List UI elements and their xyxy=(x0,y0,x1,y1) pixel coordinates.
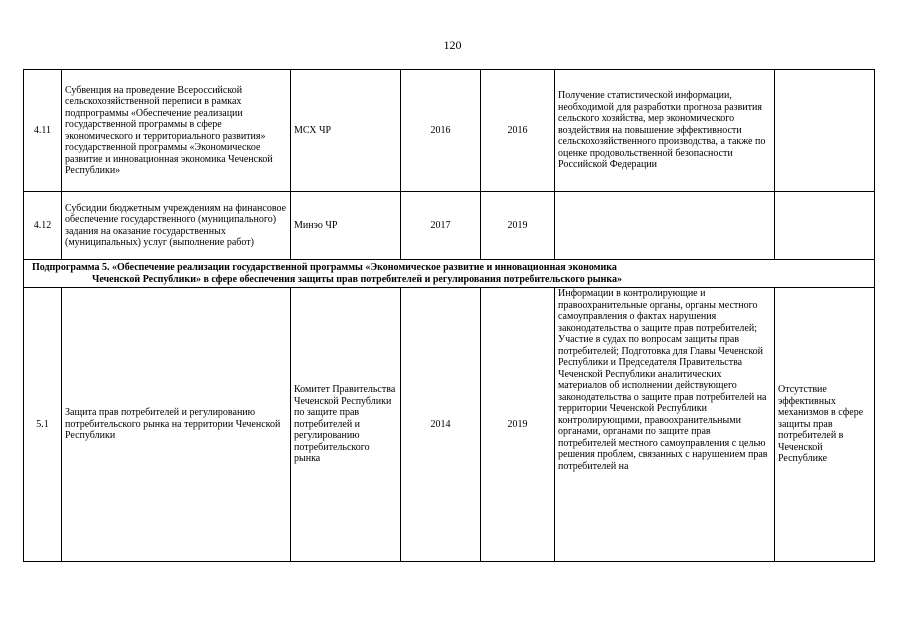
activity-end-year: 2019 xyxy=(481,288,555,562)
activity-expected-result: Информации в контролирующие и правоохранительные органы, органы местного самоуправления о фактах нарушения законодательства о защите прав потребителей; Участие в судах по вопросам защиты прав потребителей; Подготовка для Главы Чеченской Республики и Председателя Правительства Чеченской Республики аналитических материалов об исполнении действующего законодательства о защите прав потребителей на территории Чеченской Республики контролирующими, правоохранительными органами, органами по защите прав потребителей местного самоуправления с целью решения проблем, связанных с нарушением прав потребителей на xyxy=(555,288,775,562)
subprogram-heading-row xyxy=(24,260,875,288)
subprogram-heading-line2: Чеченской Республики» в сфере обеспечения защиты прав потребителей и регулирования потребительского рынка» xyxy=(92,273,622,285)
activity-number: 5.1 xyxy=(24,288,62,562)
activity-expected-result xyxy=(555,192,775,260)
page-number: 120 xyxy=(443,38,462,52)
activity-start-year: 2017 xyxy=(401,192,481,260)
activity-consequence: Отсутствие эффективных механизмов в сфере защиты прав потребителей в Чеченской Республике xyxy=(775,288,875,562)
activity-executor: Минэо ЧР xyxy=(291,192,401,260)
subprogram-heading-line1: Подпрограмма 5. «Обеспечение реализации государственной программы «Экономическое развитие и инновационная экономика xyxy=(32,262,617,273)
activity-start-year: 2014 xyxy=(401,288,481,562)
activity-consequence xyxy=(775,70,875,192)
activity-end-year: 2016 xyxy=(481,70,555,192)
activity-name: Субсидии бюджетным учреждениям на финансовое обеспечение государственного (муниципального) задания на оказание государственных (муниципальных) услуг (выполнение работ) xyxy=(62,192,291,260)
activity-executor: Комитет Правительства Чеченской Республики по защите прав потребителей и регулированию потребительского рынка xyxy=(291,288,401,562)
subprogram-heading xyxy=(24,260,875,288)
activity-start-year: 2016 xyxy=(401,70,481,192)
activity-expected-result: Получение статистической информации, необходимой для разработки прогноза развития сельского хозяйства, мер экономического воздействия на повышение эффективности сельскохозяйственного производства, а также по оценке продовольственной безопасности Российской Федерации xyxy=(555,70,775,192)
program-activities-table xyxy=(23,69,875,562)
activity-executor: МСХ ЧР xyxy=(291,70,401,192)
activity-end-year: 2019 xyxy=(481,192,555,260)
activity-name: Субвенция на проведение Всероссийской сельскохозяйственной переписи в рамках подпрограммы «Обеспечение реализации государственной программы в сфере экономического и территориального развития» государственной программы «Экономическое развитие и инновационная экономика Чеченской Республики» xyxy=(62,70,291,192)
activity-number: 4.11 xyxy=(24,70,62,192)
table-row xyxy=(24,288,875,562)
activity-number: 4.12 xyxy=(24,192,62,260)
activity-name: Защита прав потребителей и регулированию потребительского рынка на территории Чеченской Республики xyxy=(62,288,291,562)
table-row xyxy=(24,70,875,192)
activity-consequence xyxy=(775,192,875,260)
table-row xyxy=(24,192,875,260)
